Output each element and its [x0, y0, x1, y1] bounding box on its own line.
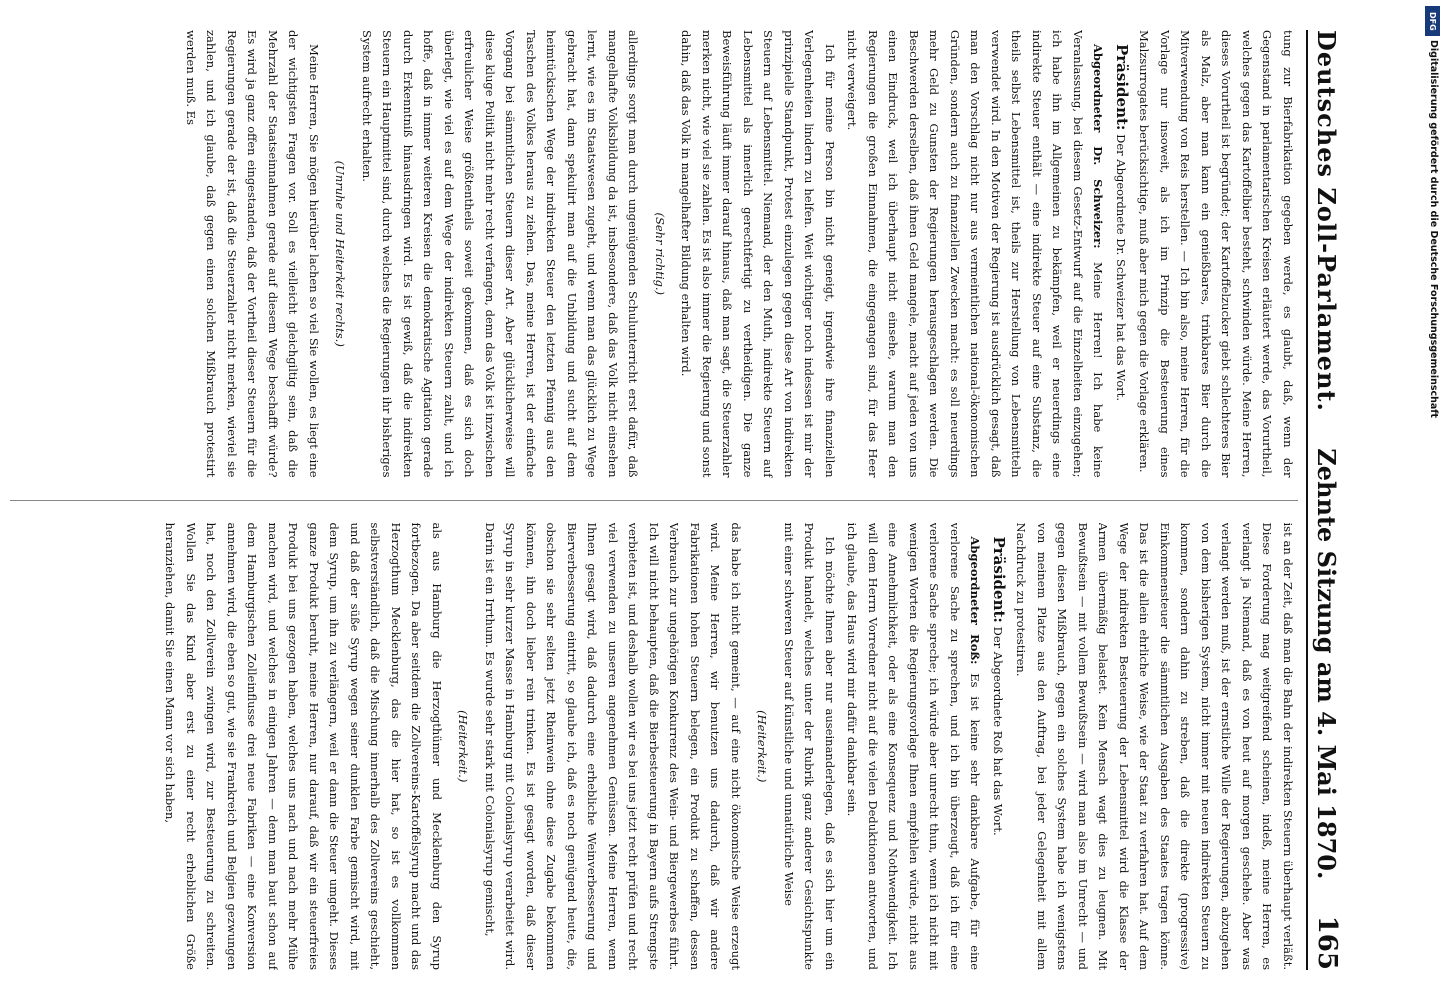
paragraph: tung zur Bierfabrikation gegeben werde, es glaubt, daß, wenn der Gegenstand in parlamentarischen Kreisen erläutert werde, das Vorurtheil, welches gegen das Kartoffelbier besteht, schwinden würde. Meine Herren, dieses Vorurtheil ist begründet; der Kartoffelzucker giebt schlechteres Bier als Malz, aber man kann ein genießbares, trinkbares Bier durch die Mitverwendung von Reis herstellen. — Ich bin also, meine Herren, für die Vorlage nur insoweit, als ich im Prinzip die Besteuerung eines Malzsurrogates berücksichtige, muß aber mich gegen die Vorlage erklären. [1137, 30, 1295, 478]
paragraph: allerdings sorgt man durch ungenügenden Schulunterricht erst dafür, daß mangelhafte Volksbildung da ist, insbesondere, daß das Volk nicht einsehen lernt, wie es im Staatswesen zugeht, und wenn man das glücklich zu Wege gebracht hat, dann spekulirt man auf die Unbildung und sucht auf dem heimtückischen Wege der indirekten Steuer den letzten Pfennig aus den Taschen des Volkes heraus zu ziehen. Das, meine Herren, ist der einfache Vorgang bei sämmtlichen Steuern dieser Art. Aber glücklicherweise will diese kluge Politik nicht mehr recht verfangen, denn das Volk ist inzwischen erfreulicher Weise größtentheils soweit gekommen, daß es sich doch überlegt, wie viel es auf dem Wege der indirekten Steuern zahlt, und ich hoffe, daß in immer weiteren Kreisen die demokratische Agitation gerade durch Erkenntniß hinausdringen wird. Es ist gewiß, daß die indirekten Steuern ein Hauptmittel sind, durch welches die Regierungen ihr bisheriges System aufrecht erhalten. [360, 30, 641, 478]
speaker-label: Abgeordneter Roß: [968, 536, 983, 665]
paragraph: als aus Hamburg die Herzogthümer und Mecklenburg den Syrup fortbezogen. Da aber seitdem die Zollvereins-Kartoffelsyrup macht und das Herzogthum Mecklenburg, das die hier hat, so ist es vollkommen selbstverständlich, daß die Mischung innerhalb des Zollvereins geschieht, und daß der süße Syrup wegen seiner dunklen Farbe gemischt wird, mit dem Syrup, um ihn zu verlängern, weil er dann die Steuer umgeht. Dieses ganze Produkt beruht, meine Herren, nur darauf, daß wir ein steuerfreies Produkt bei uns gezogen haben, welches uns nach und nach mehr Mühe machen wird, und welches in einigen Jahren — denn man baut schon auf dem Hamburgischen Zolleinflusse drei neue Fabriken — eine Konversion annehmen wird, die eben so gut, wie sie Frankreich und Belgien gezwungen hat, noch den Zollverein zwingen wird, zur Besteuerung zu schreiten. Wollen Sie das Kind aber erst zu einer recht erheblichen Größe heranziehen, damit Sie einen Mann vor sich haben, [163, 522, 444, 970]
paragraph: Meine Herren, Sie mögen hierüber lachen so viel Sie wollen, es liegt eine der wichtigsten Fragen vor. Soll es vielleicht gleichgiltig sein, daß die Mehrzahl der Staatseinnahmen gerade auf diesem Wege beschafft würde? Es wird ja ganz offen eingestanden, daß der Vortheil dieser Steuern für die Regierungen gerade der ist, daß die Steuerzahler nicht merken, wieviel sie zahlen, und ich glaube, daß gegen einen solchen Mißbrauch protestirt werden muß. Es [184, 30, 321, 478]
paragraph: ist an der Zeit, daß man die Bahn der indirekten Steuern überhaupt verläßt. Diese Forderung mag weitgreifend scheinen, indeß, meine Herren, es verlangt ja Niemand, daß es von heut auf morgen geschehe. Aber was verlangt werden muß, ist der ernstliche Wille der Regierungen, abzugehen von dem bisherigen System, nicht immer mit neuen indirekten Steuern zu kommen, sondern dahin zu streben, daß die direkte (progressive) Einkommensteuer die sämmtlichen Ausgaben des Staates tragen könne. Das ist die allein ehrliche Weise, wie der Staat zu verfahren hat. Auf dem Wege der indirekten Besteuerung der Lebensmittel wird die Klasse der Armen übermäßig belastet. Kein Mensch wagt dies zu leugnen. Mit Bewußtsein — mit vollem Bewußtsein — wird man also im Unrecht — und gegen diesen Mißbrauch, gegen ein solches System habe ich wenigstens von meinem Platze aus den Auftrag, bei jeder Gelegenheit mit allem Nachdruck zu protestiren. [1014, 522, 1295, 970]
right-column [10, 523, 1298, 971]
left-column [10, 30, 1298, 478]
speaker-label: Abgeordneter Dr. Schweizer: [1091, 44, 1106, 249]
paragraph: Es ist keine sehr dankbare Aufgabe, für eine verlorene Sache zu sprechen, und ich bin überzeugt, daß ich für eine verlorene Sache spreche; ich würde aber unrecht thun, wenn ich nicht mit wenigen Worten die Regierungsvorlage Ihnen empfehlen würde, nicht aus eine Annehmlichkeit, oder als eine Konsequenz und Nothwendigkeit. Ich will dem Herrn Vorredner nicht auf die vielen Deduktionen antworten, und ich glaube, das Haus wird mir dafür dankbar sein. [845, 522, 983, 970]
interjection: (Heiterkeit.) [456, 710, 471, 783]
paragraph: Ich für meine Person bin nicht geneigt, irgendwie ihre finanziellen Verlegenheiten lindern zu helfen. Weit wichtiger noch indessen ist mir der prinzipielle Standpunkt, Protest einzulegen gegen diese Art von indirekten Steuern auf Lebensmittel. Niemand, der den Muth, indirekte Steuern auf Lebensmittel als innerlich gerechtfertigt zu vertheidigen. Die ganze Beweisführung läuft immer darauf hinaus, daß man sagt, die Steuerzahler merken nicht, wie viel sie zahlen. Es ist also immer die Regierung und sonst dahin, daß das Volk in mangelhafter Bildung erhalten wird. [679, 30, 837, 478]
text-columns [10, 30, 1298, 970]
journal-title: Deutsches Zoll-Parlament. [1312, 30, 1341, 412]
column-divider [10, 500, 1298, 501]
session-title: Zehnte Sitzung am 4. Mai 1870. [1312, 448, 1341, 880]
paragraph: Meine Herren! Ich habe keine Veranlassung, bei diesem Gesetz-Entwurf auf die Einzelheiten einzugehen; ich habe ihn im Allgemeinen zu bekämpfen, weil er neuerdings eine indirekte Steuer enthält — eine indirekte Steuer auf eine Substanz, die theils selbst Lebensmittel ist, theils zur Herstellung von Lebensmitteln verwendet wird. In den Motiven der Regierung ist ausdrücklich gesagt, daß man den Vorschlag nicht nur aus vermeintlichen national-ökonomischen Gründen, sondern auch zu finanziellen Zwecken macht: es soll neuerdings mehr Geld zu Gunsten der Regierungen herausgeschlagen werden. Die Beschwerden derselben, daß ihnen Geld mangele, macht auf jeden von uns einen Eindruck, weil ich überhaupt nicht einsehe, warum man den Regierungen die großen Einnahmen, die eingegangen sind, für das Heer nicht verweigert. [845, 30, 1106, 478]
paragraph: Der Abgeordnete Dr. Schweizer hat das Wort. [1114, 134, 1128, 402]
page-header [1306, 30, 1372, 970]
paragraph: das habe ich nicht gemeint, — auf eine nicht ökonomische Weise erzeugt wird. Meine Herren, wir benutzen uns dadurch, daß wir andere Fabrikationen hohen Steuern belegen, ein Produkt zu schaffen, dessen Verbrauch zur ungehörigen Konkurrenz des Wein- und Biergewerbes führt. Ich will nicht behaupten, daß die Bierbesteuerung in Bayern aufs Strengste verbieten ist, und deshalb wollen wir es bei uns jetzt recht prüfen und recht viel verwenden zu unseren angenehmen Genüssen. Meine Herren, wenn Ihnen gesagt wird, daß dadurch eine erhebliche Weinverbesserung und Bierverbesserung eintritt, so glaube ich, daß es noch genügend heute, die, obschon sie sehr selten jetzt Rheinwein ohne diese Zugabe bekommen können, ihn doch lieber rein trinken. Es ist gesagt worden, daß dieser Syrup in sehr kurzer Masse in Hamburg mit Colonialsyrup verarbeitet wird. Darin ist ein Irrthum. Es wurde sehr stark mit Colonialsyrup gemischt, [483, 522, 743, 970]
interjection: (Unruhe und Heiterkeit rechts.) [333, 160, 348, 347]
president-label: Präsident: [990, 536, 1008, 623]
paragraph: Der Abgeordnete Roß hat das Wort. [991, 626, 1005, 836]
president-label: Präsident: [1113, 44, 1131, 131]
paragraph: Ich möchte Ihnen aber nur auseinanderlegen, daß es sich hier um ein Produkt handelt, welches unter der Rubrik ganz anderer Gesichtspunkte mit einer schweren Steuer auf künstliche und unnatürliche Weise [782, 522, 837, 970]
dfg-logo: DFG [1425, 6, 1440, 36]
interjection: (Sehr richtig.) [653, 212, 667, 296]
page-number: 165 [1312, 915, 1342, 970]
interjection: (Heiterkeit.) [755, 710, 770, 783]
digitization-credit [1421, 0, 1443, 1000]
credit-text: Digitalisierung gefördert durch die Deutsche Forschungsgemeinschaft [1428, 40, 1439, 418]
